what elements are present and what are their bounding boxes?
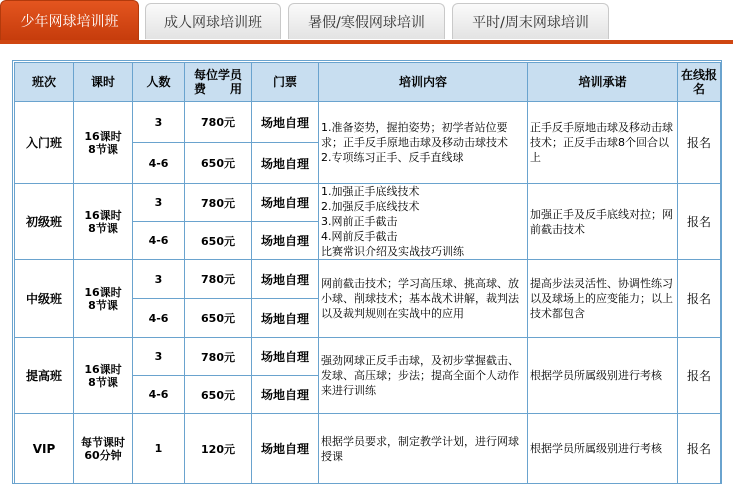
header-row (15, 63, 721, 102)
ticket-value: 场地自理 (252, 260, 319, 299)
class-hours (74, 260, 133, 338)
header-people: 人数 (133, 63, 185, 102)
content-line: 1.准备姿势，握拍姿势；初学者站位要求；正手反手原地击球及移动击球技术 (321, 121, 508, 149)
hours-line1: 16课时 (84, 129, 122, 143)
header-signup-line1: 在线报 (680, 68, 717, 82)
hours-line1: 16课时 (84, 208, 122, 222)
header-signup (678, 63, 721, 102)
fee-value: 650元 (185, 299, 252, 338)
table-row (15, 184, 721, 222)
hours-line2: 8节课 (88, 375, 118, 389)
content-line: 3.网前正手截击 (321, 215, 398, 228)
tab-adult[interactable]: 成人网球培训班 (145, 3, 281, 39)
fee-value: 780元 (185, 184, 252, 222)
table-row (15, 338, 721, 376)
signup-link[interactable]: 报名 (678, 102, 721, 184)
hours-line2: 60分钟 (84, 448, 122, 462)
people-count: 3 (133, 102, 185, 143)
signup-link[interactable]: 报名 (678, 260, 721, 338)
fee-value: 780元 (185, 102, 252, 143)
header-class: 班次 (15, 63, 74, 102)
fee-value: 650元 (185, 222, 252, 260)
people-count: 3 (133, 260, 185, 299)
class-name: 入门班 (15, 102, 74, 184)
people-count: 4-6 (133, 222, 185, 260)
ticket-value: 场地自理 (252, 143, 319, 184)
fee-value: 650元 (185, 376, 252, 414)
header-signup-line2: 名 (692, 82, 705, 96)
content-line: 比赛常识介绍及实战技巧训练 (321, 245, 464, 258)
tab-junior[interactable]: 少年网球培训班 (0, 0, 139, 40)
class-hours (74, 338, 133, 414)
ticket-value: 场地自理 (252, 414, 319, 484)
people-count: 1 (133, 414, 185, 484)
training-content: 强劲网球正反手击球，及初步掌握截击、发球、高压球；步法；提高全面个人动作来进行训练 (319, 338, 528, 414)
content-line: 2.加强反手底线技术 (321, 200, 420, 213)
hours-line1: 每节课时 (81, 435, 125, 449)
people-count: 4-6 (133, 143, 185, 184)
header-fee-line1: 每位学员 (193, 68, 242, 82)
people-count: 3 (133, 184, 185, 222)
content-line: 4.网前反手截击 (321, 230, 398, 243)
class-name: VIP (15, 414, 74, 484)
tab-underline (0, 40, 733, 44)
hours-line1: 16课时 (84, 362, 122, 376)
class-hours (74, 102, 133, 184)
ticket-value: 场地自理 (252, 222, 319, 260)
header-fee (185, 63, 252, 102)
people-count: 3 (133, 338, 185, 376)
header-hours: 课时 (74, 63, 133, 102)
ticket-value: 场地自理 (252, 338, 319, 376)
fee-value: 120元 (185, 414, 252, 484)
ticket-value: 场地自理 (252, 376, 319, 414)
header-promise: 培训承诺 (528, 63, 678, 102)
training-content: 根据学员要求，制定教学计划，进行网球授课 (319, 414, 528, 484)
content-line: 2.专项练习正手、反手直线球 (321, 151, 464, 164)
content-line: 1.加强正手底线技术 (321, 185, 420, 198)
header-fee-line2: 费 用 (193, 82, 242, 96)
training-content (319, 102, 528, 184)
training-promise: 加强正手及反手底线对拉；网前截击技术 (528, 184, 678, 260)
signup-link[interactable]: 报名 (678, 414, 721, 484)
training-content (319, 184, 528, 260)
class-name: 中级班 (15, 260, 74, 338)
signup-link[interactable]: 报名 (678, 338, 721, 414)
header-content: 培训内容 (319, 63, 528, 102)
course-table (14, 62, 721, 484)
ticket-value: 场地自理 (252, 299, 319, 338)
fee-value: 650元 (185, 143, 252, 184)
hours-line1: 16课时 (84, 285, 122, 299)
training-promise: 根据学员所属级别进行考核 (528, 338, 678, 414)
fee-value: 780元 (185, 338, 252, 376)
table-row (15, 260, 721, 299)
class-name: 提高班 (15, 338, 74, 414)
hours-line2: 8节课 (88, 221, 118, 235)
hours-line2: 8节课 (88, 142, 118, 156)
tab-holiday[interactable]: 暑假/寒假网球培训 (288, 3, 445, 39)
training-promise: 正手反手原地击球及移动击球技术；正反手击球8个回合以上 (528, 102, 678, 184)
hours-line2: 8节课 (88, 298, 118, 312)
ticket-value: 场地自理 (252, 184, 319, 222)
people-count: 4-6 (133, 299, 185, 338)
ticket-value: 场地自理 (252, 102, 319, 143)
table-row (15, 414, 721, 484)
tab-weekday-weekend[interactable]: 平时/周末网球培训 (452, 3, 609, 39)
header-ticket: 门票 (252, 63, 319, 102)
training-promise: 提高步法灵活性、协调性练习以及球场上的应变能力；以上技术都包含 (528, 260, 678, 338)
class-name: 初级班 (15, 184, 74, 260)
signup-link[interactable]: 报名 (678, 184, 721, 260)
class-hours (74, 414, 133, 484)
class-hours (74, 184, 133, 260)
tab-bar (0, 0, 733, 40)
training-content: 网前截击技术；学习高压球、挑高球、放小球、削球技术；基本战术讲解，裁判法以及裁判规则在实战中的应用 (319, 260, 528, 338)
fee-value: 780元 (185, 260, 252, 299)
table-row (15, 102, 721, 143)
people-count: 4-6 (133, 376, 185, 414)
training-promise: 根据学员所属级别进行考核 (528, 414, 678, 484)
